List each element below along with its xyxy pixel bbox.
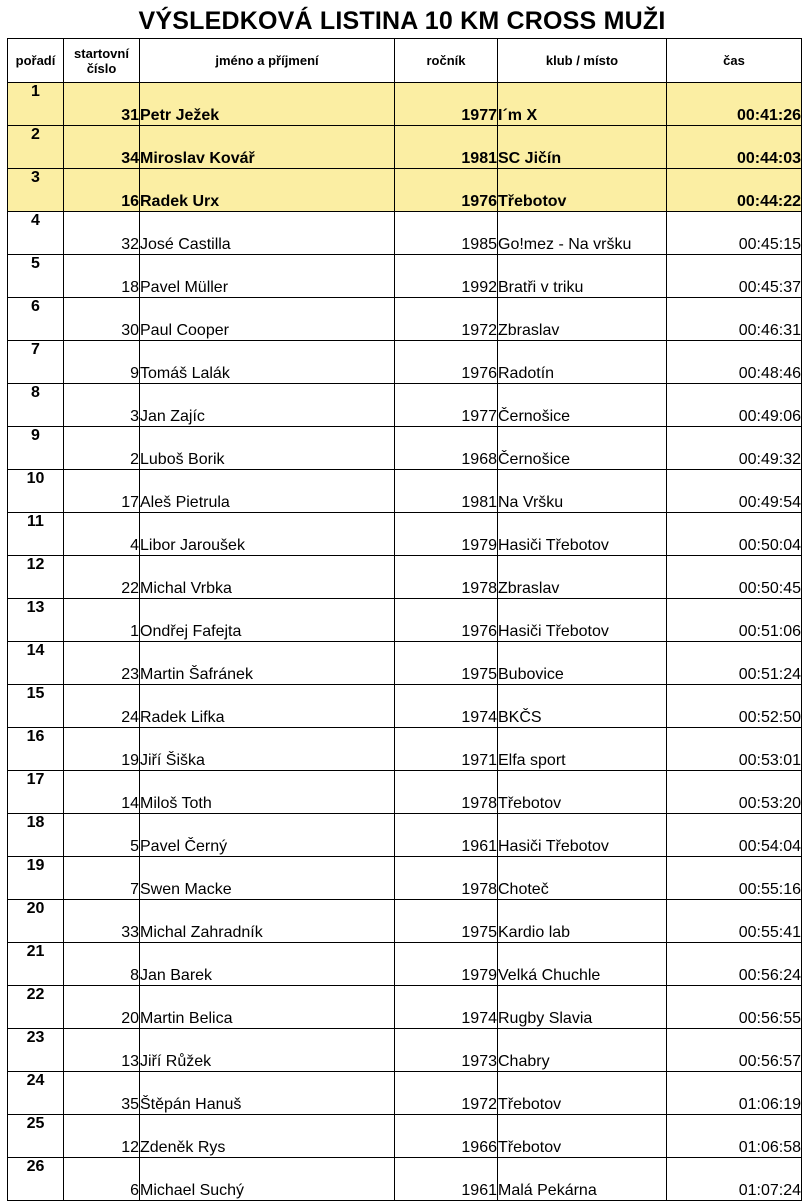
header-name: jméno a příjmení [140,39,395,83]
table-row [8,126,802,169]
cell-start-number: 5 [64,814,140,857]
cell-name: Pavel Müller [140,255,395,298]
cell-rank: 20 [8,900,64,943]
cell-time: 01:07:24 [667,1158,802,1201]
cell-club: Kardio lab [498,900,667,943]
table-row [8,1029,802,1072]
cell-club: SC Jičín [498,126,667,169]
cell-club: Hasiči Třebotov [498,513,667,556]
cell-start-number: 1 [64,599,140,642]
cell-club: Třebotov [498,1072,667,1115]
cell-year: 1977 [395,384,498,427]
cell-year: 1978 [395,771,498,814]
cell-club: Rugby Slavia [498,986,667,1029]
cell-start-number: 32 [64,212,140,255]
cell-time: 00:53:01 [667,728,802,771]
cell-start-number: 20 [64,986,140,1029]
cell-rank: 15 [8,685,64,728]
table-row [8,943,802,986]
cell-start-number: 24 [64,685,140,728]
table-row [8,771,802,814]
cell-club: Choteč [498,857,667,900]
table-row [8,298,802,341]
table-row [8,513,802,556]
cell-year: 1972 [395,298,498,341]
cell-start-number: 33 [64,900,140,943]
cell-rank: 4 [8,212,64,255]
cell-time: 00:51:06 [667,599,802,642]
cell-start-number: 4 [64,513,140,556]
cell-name: Miloš Toth [140,771,395,814]
cell-rank: 7 [8,341,64,384]
cell-year: 1981 [395,126,498,169]
cell-name: Štěpán Hanuš [140,1072,395,1115]
cell-year: 1961 [395,814,498,857]
table-row [8,255,802,298]
results-table [7,38,802,1201]
cell-start-number: 12 [64,1115,140,1158]
cell-name: Martin Šafránek [140,642,395,685]
cell-year: 1972 [395,1072,498,1115]
cell-time: 00:54:04 [667,814,802,857]
table-row [8,470,802,513]
cell-year: 1968 [395,427,498,470]
header-row [8,39,802,83]
cell-year: 1979 [395,943,498,986]
cell-time: 00:53:20 [667,771,802,814]
cell-year: 1985 [395,212,498,255]
cell-start-number: 13 [64,1029,140,1072]
cell-time: 00:45:15 [667,212,802,255]
cell-rank: 9 [8,427,64,470]
cell-time: 00:56:57 [667,1029,802,1072]
cell-name: Zdeněk Rys [140,1115,395,1158]
cell-club: Zbraslav [498,556,667,599]
cell-year: 1976 [395,599,498,642]
header-year: ročník [395,39,498,83]
table-row [8,685,802,728]
cell-time: 00:51:24 [667,642,802,685]
cell-rank: 10 [8,470,64,513]
table-row [8,642,802,685]
cell-club: Bubovice [498,642,667,685]
cell-club: Třebotov [498,1115,667,1158]
cell-start-number: 14 [64,771,140,814]
cell-year: 1961 [395,1158,498,1201]
cell-start-number: 30 [64,298,140,341]
cell-time: 01:06:58 [667,1115,802,1158]
cell-club: Radotín [498,341,667,384]
cell-club: Go!mez - Na vršku [498,212,667,255]
cell-club: Na Vršku [498,470,667,513]
cell-name: Paul Cooper [140,298,395,341]
cell-rank: 14 [8,642,64,685]
cell-time: 00:44:22 [667,169,802,212]
table-row [8,1072,802,1115]
cell-start-number: 22 [64,556,140,599]
cell-club: Malá Pekárna [498,1158,667,1201]
cell-time: 00:41:26 [667,83,802,126]
cell-name: Radek Lifka [140,685,395,728]
cell-time: 00:52:50 [667,685,802,728]
cell-rank: 21 [8,943,64,986]
cell-name: Martin Belica [140,986,395,1029]
table-row [8,728,802,771]
table-row [8,169,802,212]
cell-year: 1975 [395,900,498,943]
cell-name: Libor Jaroušek [140,513,395,556]
cell-club: Chabry [498,1029,667,1072]
cell-year: 1978 [395,857,498,900]
cell-name: Ondřej Fafejta [140,599,395,642]
table-row [8,599,802,642]
cell-start-number: 6 [64,1158,140,1201]
header-club: klub / místo [498,39,667,83]
table-row [8,814,802,857]
cell-year: 1992 [395,255,498,298]
table-row [8,857,802,900]
cell-start-number: 2 [64,427,140,470]
cell-rank: 11 [8,513,64,556]
cell-club: Černošice [498,427,667,470]
cell-name: Pavel Černý [140,814,395,857]
cell-start-number: 31 [64,83,140,126]
cell-name: Jan Barek [140,943,395,986]
table-row [8,341,802,384]
cell-year: 1974 [395,685,498,728]
table-row [8,1115,802,1158]
cell-start-number: 19 [64,728,140,771]
header-start-number-line2: číslo [86,60,117,76]
cell-start-number: 17 [64,470,140,513]
cell-year: 1966 [395,1115,498,1158]
table-row [8,83,802,126]
cell-start-number: 7 [64,857,140,900]
cell-name: Michal Vrbka [140,556,395,599]
cell-year: 1978 [395,556,498,599]
cell-name: Miroslav Kovář [140,126,395,169]
cell-rank: 16 [8,728,64,771]
cell-year: 1976 [395,341,498,384]
table-row [8,900,802,943]
cell-start-number: 23 [64,642,140,685]
cell-time: 00:49:54 [667,470,802,513]
cell-club: Velká Chuchle [498,943,667,986]
cell-year: 1976 [395,169,498,212]
cell-year: 1974 [395,986,498,1029]
cell-time: 01:06:19 [667,1072,802,1115]
cell-rank: 19 [8,857,64,900]
table-row [8,212,802,255]
cell-year: 1975 [395,642,498,685]
cell-name: Michal Zahradník [140,900,395,943]
table-row [8,556,802,599]
header-start-number [64,39,140,83]
cell-club: I´m X [498,83,667,126]
table-body [8,83,802,1201]
cell-year: 1979 [395,513,498,556]
table-row [8,986,802,1029]
header-time: čas [667,39,802,83]
cell-club: BKČS [498,685,667,728]
cell-year: 1977 [395,83,498,126]
cell-club: Elfa sport [498,728,667,771]
cell-club: Hasiči Třebotov [498,814,667,857]
cell-rank: 13 [8,599,64,642]
cell-name: Aleš Pietrula [140,470,395,513]
cell-rank: 6 [8,298,64,341]
cell-rank: 8 [8,384,64,427]
cell-name: Jiří Růžek [140,1029,395,1072]
cell-rank: 26 [8,1158,64,1201]
cell-club: Třebotov [498,169,667,212]
header-rank: pořadí [8,39,64,83]
cell-club: Hasiči Třebotov [498,599,667,642]
cell-name: José Castilla [140,212,395,255]
cell-rank: 3 [8,169,64,212]
cell-rank: 22 [8,986,64,1029]
cell-rank: 23 [8,1029,64,1072]
cell-time: 00:56:55 [667,986,802,1029]
cell-name: Jan Zajíc [140,384,395,427]
cell-time: 00:56:24 [667,943,802,986]
cell-start-number: 35 [64,1072,140,1115]
cell-year: 1981 [395,470,498,513]
cell-year: 1971 [395,728,498,771]
cell-time: 00:45:37 [667,255,802,298]
cell-name: Radek Urx [140,169,395,212]
cell-time: 00:50:04 [667,513,802,556]
cell-start-number: 3 [64,384,140,427]
cell-rank: 18 [8,814,64,857]
page-title: VÝSLEDKOVÁ LISTINA 10 KM CROSS MUŽI [138,7,666,35]
cell-start-number: 8 [64,943,140,986]
table-header [8,39,802,83]
table-row [8,384,802,427]
cell-start-number: 16 [64,169,140,212]
cell-time: 00:50:45 [667,556,802,599]
table-row [8,1158,802,1201]
cell-name: Michael Suchý [140,1158,395,1201]
cell-club: Černošice [498,384,667,427]
cell-club: Zbraslav [498,298,667,341]
cell-rank: 25 [8,1115,64,1158]
table-row [8,427,802,470]
cell-start-number: 18 [64,255,140,298]
cell-rank: 1 [8,83,64,126]
header-start-number-line1: startovní [74,45,129,61]
cell-club: Třebotov [498,771,667,814]
cell-name: Swen Macke [140,857,395,900]
cell-time: 00:49:06 [667,384,802,427]
cell-start-number: 9 [64,341,140,384]
cell-rank: 12 [8,556,64,599]
cell-rank: 24 [8,1072,64,1115]
cell-time: 00:55:16 [667,857,802,900]
cell-rank: 17 [8,771,64,814]
cell-time: 00:46:31 [667,298,802,341]
cell-time: 00:44:03 [667,126,802,169]
cell-time: 00:48:46 [667,341,802,384]
cell-club: Bratři v triku [498,255,667,298]
cell-time: 00:49:32 [667,427,802,470]
cell-name: Tomáš Lalák [140,341,395,384]
cell-name: Petr Ježek [140,83,395,126]
cell-year: 1973 [395,1029,498,1072]
cell-start-number: 34 [64,126,140,169]
cell-rank: 5 [8,255,64,298]
cell-rank: 2 [8,126,64,169]
cell-name: Jiří Šiška [140,728,395,771]
cell-name: Luboš Borik [140,427,395,470]
cell-time: 00:55:41 [667,900,802,943]
